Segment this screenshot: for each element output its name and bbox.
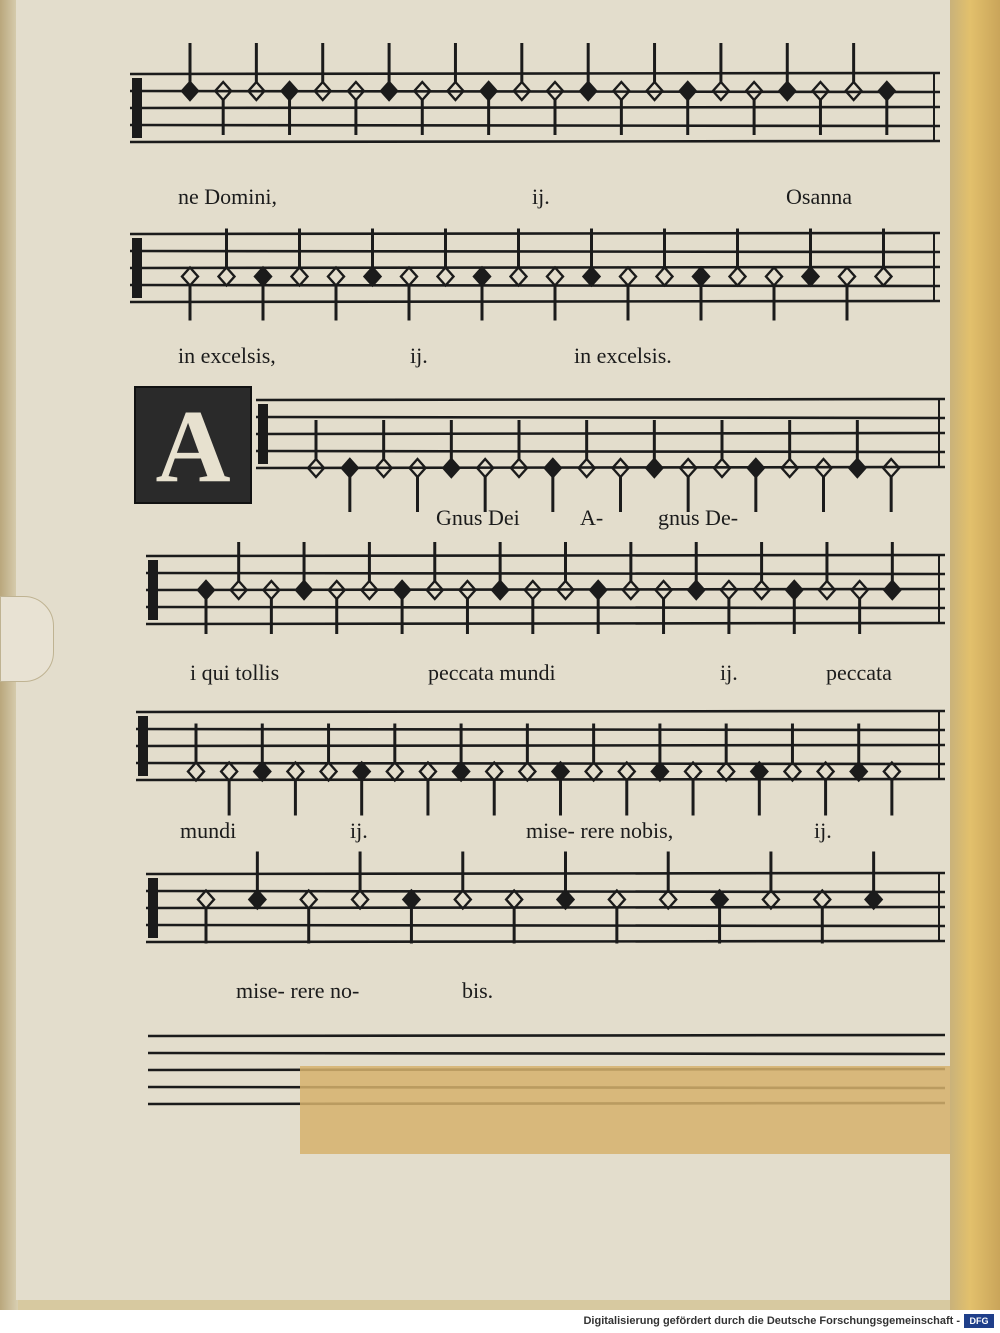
note-head [712, 891, 728, 909]
dfg-logo: DFG [964, 1314, 994, 1328]
note-head [657, 268, 673, 286]
note-head [580, 82, 596, 100]
note-head [365, 268, 381, 286]
lyric-2-b: ij. [410, 343, 428, 368]
decorated-initial [134, 386, 252, 504]
lyric-3-b: A- [580, 505, 604, 530]
staff-line [146, 607, 945, 608]
note-head [352, 891, 368, 909]
note-head [282, 82, 298, 100]
note-head [545, 459, 561, 477]
initial-letter: A [155, 389, 231, 504]
lyric-3-c: gnus De- [658, 505, 739, 530]
lyric-5-b: ij. [350, 818, 368, 843]
note-head [438, 268, 454, 286]
note-head [381, 82, 397, 100]
note-head [748, 459, 764, 477]
note-head [879, 82, 895, 100]
lyric-1-c: Osanna [786, 184, 852, 209]
note-head [693, 268, 709, 286]
clef [258, 404, 268, 464]
footer-bar [0, 1310, 1000, 1333]
note-head [849, 459, 865, 477]
note-head [342, 459, 358, 477]
note-head [652, 763, 668, 781]
note-head [188, 763, 204, 781]
note-head [803, 268, 819, 286]
note-head [660, 891, 676, 909]
note-head [584, 268, 600, 286]
note-head [718, 763, 734, 781]
note-head [182, 268, 198, 286]
note-head [786, 581, 802, 599]
note-head [511, 268, 527, 286]
staff-line [130, 125, 940, 126]
footer-credit: Digitalisierung gefördert durch die Deutsche Forschungsgemeinschaft - [583, 1315, 960, 1327]
lyric-4-a: i qui tollis [190, 660, 280, 685]
note-head [680, 82, 696, 100]
staff-line [146, 589, 945, 590]
note-head [620, 268, 636, 286]
staff-line [146, 891, 945, 892]
note-head [254, 763, 270, 781]
staff-line [146, 941, 945, 942]
note-head [474, 268, 490, 286]
note-head [839, 268, 855, 286]
staff-line [130, 251, 940, 252]
staff-line [130, 73, 940, 74]
lyric-1-b: ij. [532, 184, 550, 209]
lyric-6-a: mise- rere no- [236, 978, 360, 1003]
note-head [590, 581, 606, 599]
staff-line [130, 233, 940, 234]
note-head [249, 891, 265, 909]
staff-line [256, 451, 945, 452]
staff-line [256, 417, 945, 418]
clef [148, 560, 158, 620]
note-head [884, 581, 900, 599]
staff-line [146, 925, 945, 926]
staff-line [146, 873, 945, 874]
clef [132, 78, 142, 138]
note-head [394, 581, 410, 599]
note-head [609, 891, 625, 909]
staff-line [256, 467, 945, 468]
note-head [292, 268, 308, 286]
note-head [763, 891, 779, 909]
note-head [818, 763, 834, 781]
note-head [455, 891, 471, 909]
staff-line [148, 1053, 945, 1054]
staff-line [130, 285, 940, 286]
clef [138, 716, 148, 776]
note-head [354, 763, 370, 781]
lyric-3-a: Gnus Dei [436, 505, 520, 530]
note-head [287, 763, 303, 781]
note-head [296, 581, 312, 599]
note-head [553, 763, 569, 781]
lyric-1-a: ne Domini, [178, 184, 277, 209]
note-head [486, 763, 502, 781]
staff-line [130, 107, 940, 108]
note-head [547, 268, 563, 286]
note-head [453, 763, 469, 781]
staff-line [146, 573, 945, 574]
note-head [619, 763, 635, 781]
lyric-5-a: mundi [180, 818, 237, 843]
staff-line [136, 729, 945, 730]
note-head [730, 268, 746, 286]
staff-line [130, 267, 940, 268]
note-head [685, 763, 701, 781]
note-head [387, 763, 403, 781]
note-head [198, 891, 214, 909]
staff-line [146, 555, 945, 556]
staff-line [136, 711, 945, 712]
lyric-5-c: mise- rere nobis, [526, 818, 674, 843]
lyric-2-c: in excelsis. [574, 343, 672, 368]
note-head [221, 763, 237, 781]
lyric-4-c: ij. [720, 660, 738, 685]
note-head [492, 581, 508, 599]
clef [148, 878, 158, 938]
note-head [401, 268, 417, 286]
staff-line [146, 623, 945, 624]
staff-line [130, 141, 940, 142]
lyric-5-d: ij. [814, 818, 832, 843]
staff-line [130, 301, 940, 302]
clef [132, 238, 142, 298]
staff-line [148, 1035, 945, 1036]
lyric-4-b: peccata mundi [428, 660, 556, 685]
note-head [255, 268, 271, 286]
note-head [519, 763, 535, 781]
note-head [198, 581, 214, 599]
note-head [766, 268, 782, 286]
note-head [558, 891, 574, 909]
note-head [301, 891, 317, 909]
note-head [586, 763, 602, 781]
lyric-6-b: bis. [462, 978, 494, 1003]
note-head [646, 459, 662, 477]
note-head [321, 763, 337, 781]
note-head [420, 763, 436, 781]
note-head [443, 459, 459, 477]
staff-line [130, 91, 940, 92]
repair-tape [300, 1066, 950, 1154]
note-head [688, 581, 704, 599]
lyric-4-d: peccata [826, 660, 892, 685]
note-head [219, 268, 235, 286]
note-head [506, 891, 522, 909]
note-head [814, 891, 830, 909]
note-head [751, 763, 767, 781]
note-head [403, 891, 419, 909]
staff-line [146, 907, 945, 908]
note-head [481, 82, 497, 100]
note-head [784, 763, 800, 781]
note-head [779, 82, 795, 100]
note-head [328, 268, 344, 286]
staff-line [136, 745, 945, 746]
note-head [182, 82, 198, 100]
staff-line [256, 399, 945, 400]
note-head [876, 268, 892, 286]
lyric-2-a: in excelsis, [178, 343, 276, 368]
staff-line [256, 433, 945, 434]
